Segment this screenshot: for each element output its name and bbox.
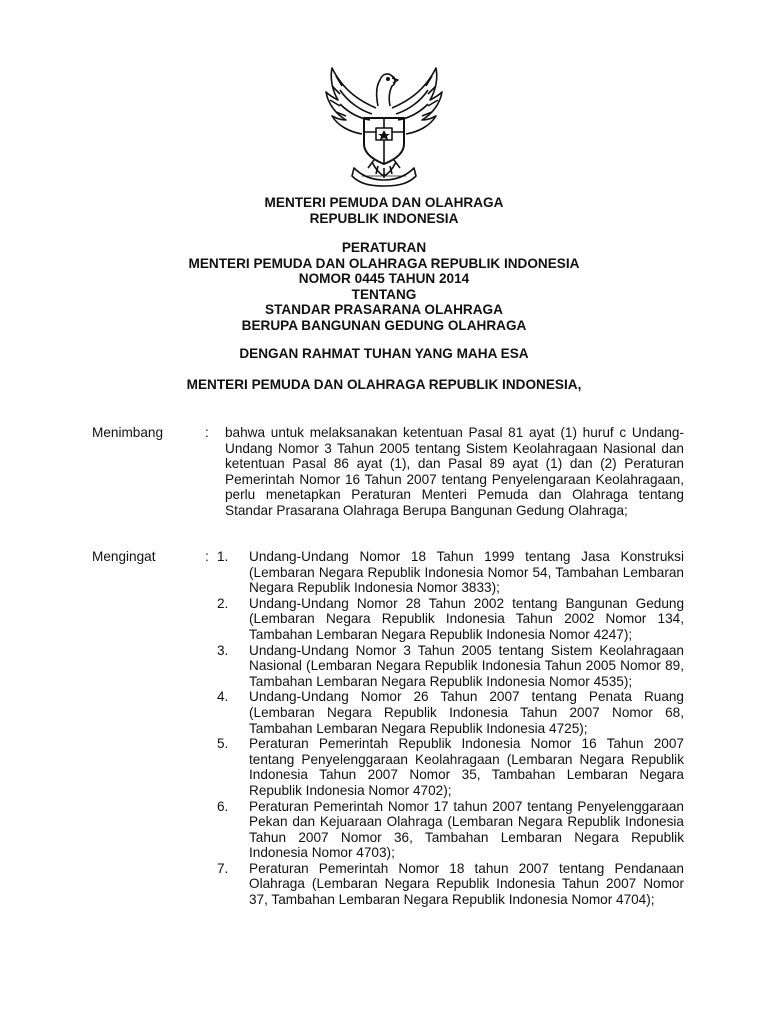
regulation-title	[0, 240, 768, 333]
issuer-line-2: REPUBLIK INDONESIA	[309, 210, 459, 226]
minister-heading	[0, 377, 768, 393]
list-item-number: 2.	[217, 595, 229, 611]
menimbang-label: Menimbang	[92, 425, 164, 440]
grace-text: DENGAN RAHMAT TUHAN YANG MAHA ESA	[239, 346, 529, 361]
issuer-header	[0, 195, 768, 226]
title-line: STANDAR PRASARANA OLAHRAGA	[265, 302, 503, 317]
list-item	[217, 861, 684, 908]
title-line: PERATURAN	[341, 240, 427, 255]
list-item	[217, 736, 684, 798]
list-item-number: 4.	[217, 689, 229, 705]
menimbang-section	[92, 425, 684, 519]
title-line: TENTANG	[351, 286, 417, 302]
list-item-number: 6.	[217, 798, 229, 814]
grace-invocation	[0, 346, 768, 362]
list-item-number: 1.	[217, 549, 229, 564]
mengingat-colon: :	[205, 549, 209, 564]
mengingat-list	[217, 549, 684, 908]
list-item-number: 3.	[217, 642, 229, 658]
mengingat-section	[92, 549, 684, 908]
issuer-line-1: MENTERI PEMUDA DAN OLAHRAGA	[264, 195, 504, 210]
title-line: BERUPA BANGUNAN GEDUNG OLAHRAGA	[241, 317, 527, 333]
title-line: NOMOR 0445 TAHUN 2014	[298, 271, 470, 286]
menimbang-text: bahwa untuk melaksanakan ketentuan Pasal 81 ayat (1) huruf c Undang-Undang Nomor 3 Tahun 2005 tentang Sistem Keolahragaan Nasional dan ketentuan Pasal 86 ayat (1), dan Pasal 89 ayat (1) dan (2) Peraturan Pemerintah Nomor 16 Tahun 2007 tentang Penyelengaraan Keolahragaan, perlu menetapkan Peraturan Menteri Pemuda dan Olahraga tentang Standar Prasarana Olahraga Berupa Bangunan Gedung Olahraga;	[225, 425, 684, 518]
list-item	[217, 799, 684, 861]
list-item	[217, 643, 684, 690]
title-line: MENTERI PEMUDA DAN OLAHRAGA REPUBLIK INDONESIA	[188, 255, 580, 271]
list-item	[217, 596, 684, 643]
list-item	[217, 549, 684, 596]
list-item-number: 7.	[217, 860, 229, 876]
list-item-text: Undang-Undang Nomor 3 Tahun 2005 tentang Sistem Keolahragaan Nasional (Lembaran Negara Republik Indonesia Tahun 2005 Nomor 89, Tambahan Lembaran Negara Republik Indonesia Nomor 4535);	[249, 642, 684, 689]
mengingat-label: Mengingat	[92, 549, 156, 564]
garuda-emblem-icon	[314, 56, 454, 190]
list-item	[217, 689, 684, 736]
menimbang-colon: :	[205, 425, 209, 440]
list-item-text: Undang-Undang Nomor 26 Tahun 2007 tentang Penata Ruang (Lembaran Negara Republik Indonesia Tahun 2007 Nomor 68, Tambahan Lembaran Negara Republik Indonesia 4725);	[249, 689, 684, 736]
list-item-text: Peraturan Pemerintah Nomor 17 tahun 2007 tentang Penyelenggaraan Pekan dan Kejuaraan Olahraga (Lembaran Negara Republik Indonesia Tahun 2007 Nomor 36, Tambahan Lembaran Negara Republik Indonesia Nomor 4703);	[249, 798, 684, 861]
list-item-text: Peraturan Pemerintah Nomor 18 tahun 2007 tentang Pendanaan Olahraga (Lembaran Negara Republik Indonesia Tahun 2007 Nomor 37, Tambahan Lembaran Negara Republik Indonesia Nomor 4704);	[249, 860, 684, 908]
list-item-text: Peraturan Pemerintah Republik Indonesia Nomor 16 Tahun 2007 tentang Penyelenggaraan Keolahragaan (Lembaran Negara Republik Indonesia Tahun 2007 Nomor 35, Tambahan Lembaran Negara Republik Indonesia Nomor 4702);	[249, 736, 684, 798]
list-item-text: Undang-Undang Nomor 28 Tahun 2002 tentang Bangunan Gedung (Lembaran Negara Republik Indonesia Tahun 2002 Nomor 134, Tambahan Lembaran Negara Republik Indonesia Nomor 4247);	[249, 595, 684, 642]
list-item-number: 5.	[217, 736, 229, 752]
list-item-text: Undang-Undang Nomor 18 Tahun 1999 tentang Jasa Konstruksi (Lembaran Negara Republik Indonesia Nomor 54, Tambahan Lembaran Negara Republik Indonesia Nomor 3833);	[249, 549, 684, 596]
minister-text: MENTERI PEMUDA DAN OLAHRAGA REPUBLIK INDONESIA,	[186, 377, 582, 392]
